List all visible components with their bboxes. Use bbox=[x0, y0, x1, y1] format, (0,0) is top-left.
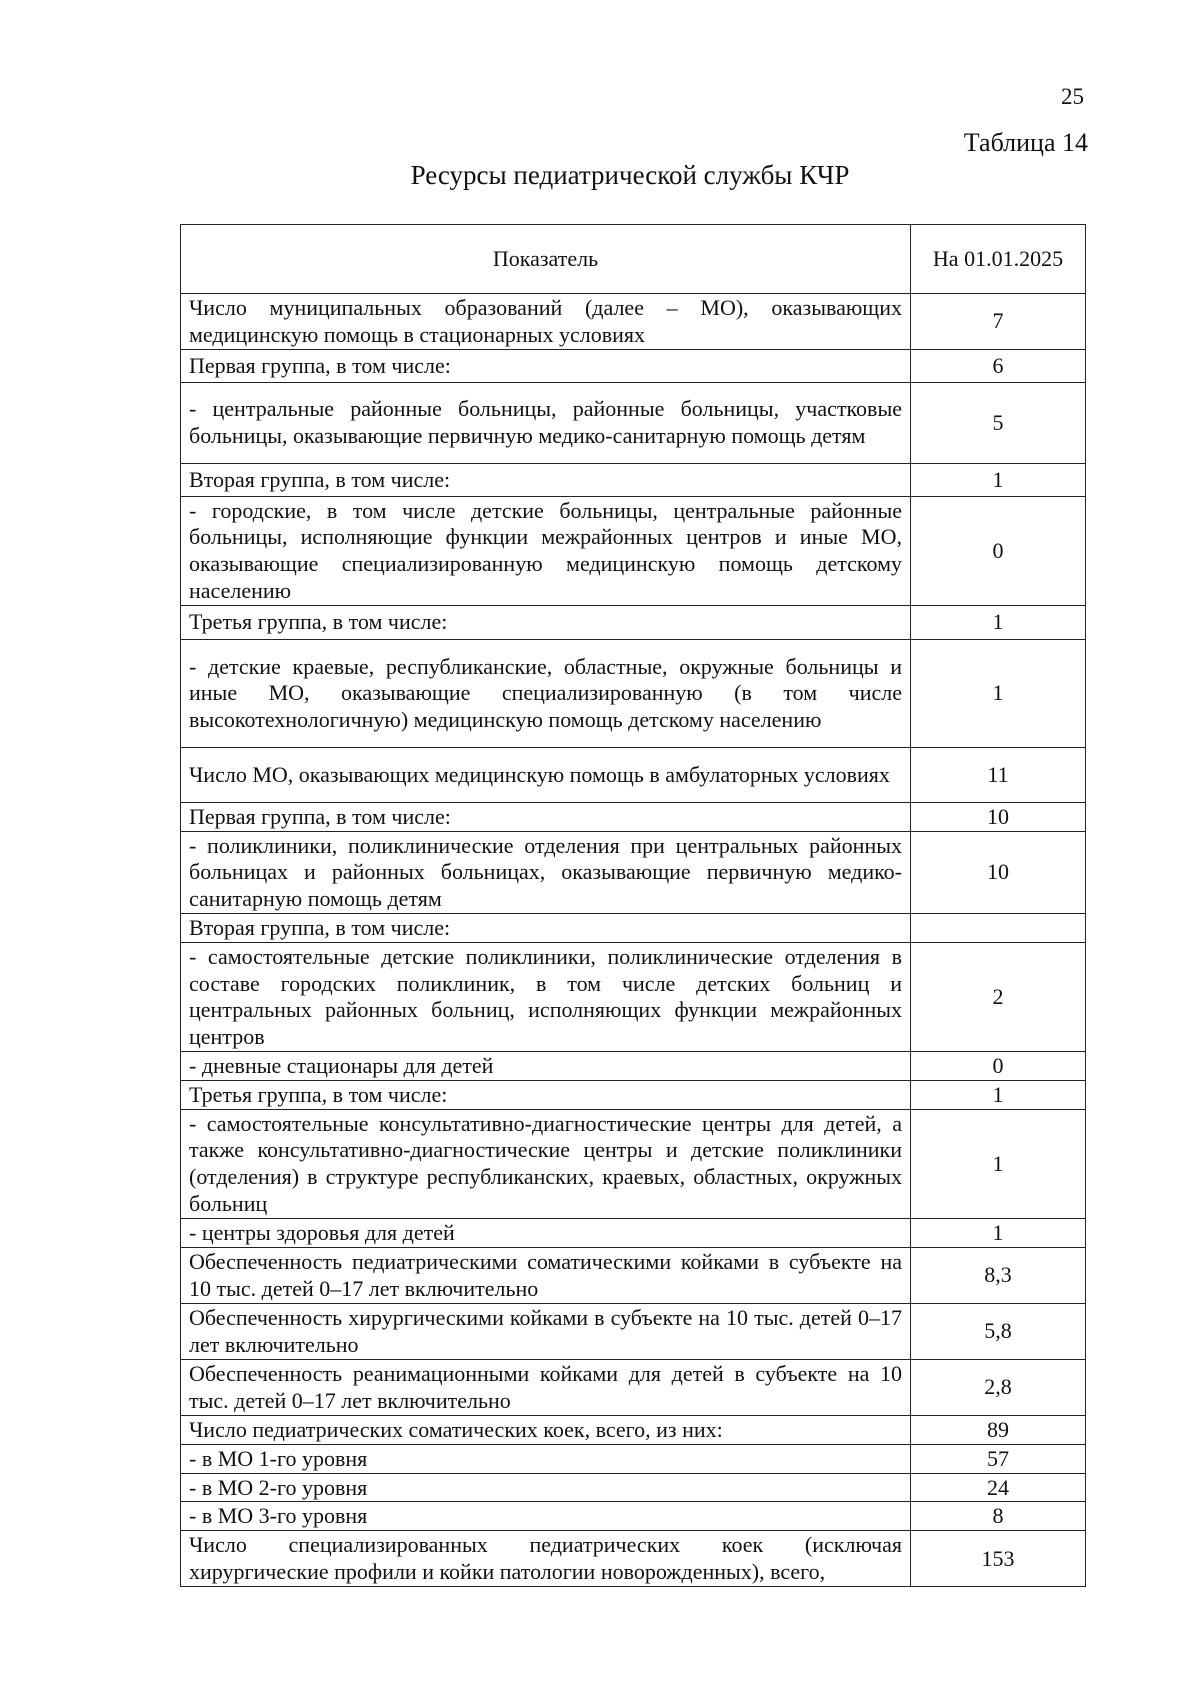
table-row bbox=[181, 1109, 1086, 1218]
value-cell: 8,3 bbox=[911, 1247, 1086, 1303]
value-cell: 0 bbox=[911, 1051, 1086, 1080]
document-title: Ресурсы педиатрической службы КЧР bbox=[410, 160, 850, 190]
indicator-cell: Число муниципальных образований (далее – МО), оказывающих медицинскую помощь в стационарных условиях bbox=[181, 294, 911, 350]
indicator-cell: - поликлиники, поликлинические отделения при центральных районных больницах и районных больницах, оказывающие первичную медико-санитарную помощь детям bbox=[181, 831, 911, 913]
indicator-cell: Обеспеченность реанимационными койками для детей в субъекте на 10 тыс. детей 0–17 лет включительно bbox=[181, 1359, 911, 1415]
indicator-cell: Число МО, оказывающих медицинскую помощь в амбулаторных условиях bbox=[181, 747, 911, 802]
value-cell: 6 bbox=[911, 349, 1086, 382]
indicator-cell: Вторая группа, в том числе: bbox=[181, 463, 911, 496]
value-cell: 11 bbox=[911, 747, 1086, 802]
table-row bbox=[181, 1051, 1086, 1080]
value-cell: 1 bbox=[911, 639, 1086, 747]
value-cell: 2 bbox=[911, 942, 1086, 1051]
page-number: 25 bbox=[1061, 84, 1084, 109]
value-cell: 5 bbox=[911, 382, 1086, 463]
table-row bbox=[181, 831, 1086, 913]
indicator-cell: - самостоятельные консультативно-диагностические центры для детей, а также консультативно-диагностические центры и детские поликлиники (отделения) в структуре республиканских, краевых, областных, окружных больниц bbox=[181, 1109, 911, 1218]
value-cell: 1 bbox=[911, 1080, 1086, 1109]
indicator-cell: - центры здоровья для детей bbox=[181, 1218, 911, 1247]
table-row bbox=[181, 463, 1086, 496]
header-date: На 01.01.2025 bbox=[911, 225, 1086, 294]
table-row bbox=[181, 1359, 1086, 1415]
table-row bbox=[181, 1473, 1086, 1502]
indicator-cell: - самостоятельные детские поликлиники, поликлинические отделения в составе городских поликлиник, в том числе детских больниц и центральных районных больниц, исполняющих функции межрайонных центров bbox=[181, 942, 911, 1051]
indicator-cell: - дневные стационары для детей bbox=[181, 1051, 911, 1080]
table-label: Таблица 14 bbox=[963, 128, 1088, 157]
value-cell: 0 bbox=[911, 496, 1086, 605]
table-row bbox=[181, 1502, 1086, 1531]
table-row bbox=[181, 1531, 1086, 1587]
table-row bbox=[181, 639, 1086, 747]
pediatric-resources-table bbox=[180, 224, 1086, 1587]
value-cell: 1 bbox=[911, 605, 1086, 639]
table-row bbox=[181, 1303, 1086, 1359]
value-cell: 89 bbox=[911, 1415, 1086, 1444]
table-row bbox=[181, 913, 1086, 942]
table-row bbox=[181, 382, 1086, 463]
indicator-cell: - городские, в том числе детские больницы, центральные районные больницы, исполняющие функции межрайонных центров и иные МО, оказывающие специализированную медицинскую помощь детскому населению bbox=[181, 496, 911, 605]
value-cell: 8 bbox=[911, 1502, 1086, 1531]
indicator-cell: Третья группа, в том числе: bbox=[181, 1080, 911, 1109]
table-row bbox=[181, 294, 1086, 350]
table-row bbox=[181, 747, 1086, 802]
table-row bbox=[181, 1415, 1086, 1444]
value-cell: 10 bbox=[911, 831, 1086, 913]
value-cell: 7 bbox=[911, 294, 1086, 350]
indicator-cell: Обеспеченность педиатрическими соматическими койками в субъекте на 10 тыс. детей 0–17 лет включительно bbox=[181, 1247, 911, 1303]
value-cell: 1 bbox=[911, 1109, 1086, 1218]
indicator-cell: - в МО 2-го уровня bbox=[181, 1473, 911, 1502]
value-cell: 1 bbox=[911, 463, 1086, 496]
table-header-row bbox=[181, 225, 1086, 294]
value-cell bbox=[911, 913, 1086, 942]
indicator-cell: - в МО 1-го уровня bbox=[181, 1444, 911, 1473]
value-cell: 2,8 bbox=[911, 1359, 1086, 1415]
table-row bbox=[181, 1247, 1086, 1303]
table-row bbox=[181, 1444, 1086, 1473]
indicator-cell: - в МО 3-го уровня bbox=[181, 1502, 911, 1531]
table-row bbox=[181, 605, 1086, 639]
indicator-cell: Первая группа, в том числе: bbox=[181, 349, 911, 382]
value-cell: 1 bbox=[911, 1218, 1086, 1247]
indicator-cell: Число специализированных педиатрических коек (исключая хирургические профили и койки патологии новорожденных), всего, bbox=[181, 1531, 911, 1587]
table-row bbox=[181, 942, 1086, 1051]
value-cell: 5,8 bbox=[911, 1303, 1086, 1359]
indicator-cell: Вторая группа, в том числе: bbox=[181, 913, 911, 942]
value-cell: 24 bbox=[911, 1473, 1086, 1502]
value-cell: 57 bbox=[911, 1444, 1086, 1473]
indicator-cell: Обеспеченность хирургическими койками в субъекте на 10 тыс. детей 0–17 лет включительно bbox=[181, 1303, 911, 1359]
indicator-cell: - детские краевые, республиканские, областные, окружные больницы и иные МО, оказывающие специализированную (в том числе высокотехнологичную) медицинскую помощь детскому населению bbox=[181, 639, 911, 747]
table-row bbox=[181, 802, 1086, 831]
indicator-cell: Число педиатрических соматических коек, всего, из них: bbox=[181, 1415, 911, 1444]
table-row bbox=[181, 349, 1086, 382]
table-row bbox=[181, 1080, 1086, 1109]
value-cell: 10 bbox=[911, 802, 1086, 831]
header-indicator: Показатель bbox=[181, 225, 911, 294]
indicator-cell: - центральные районные больницы, районные больницы, участковые больницы, оказывающие первичную медико-санитарную помощь детям bbox=[181, 382, 911, 463]
indicator-cell: Первая группа, в том числе: bbox=[181, 802, 911, 831]
indicator-cell: Третья группа, в том числе: bbox=[181, 605, 911, 639]
value-cell: 153 bbox=[911, 1531, 1086, 1587]
table-row bbox=[181, 496, 1086, 605]
table-row bbox=[181, 1218, 1086, 1247]
